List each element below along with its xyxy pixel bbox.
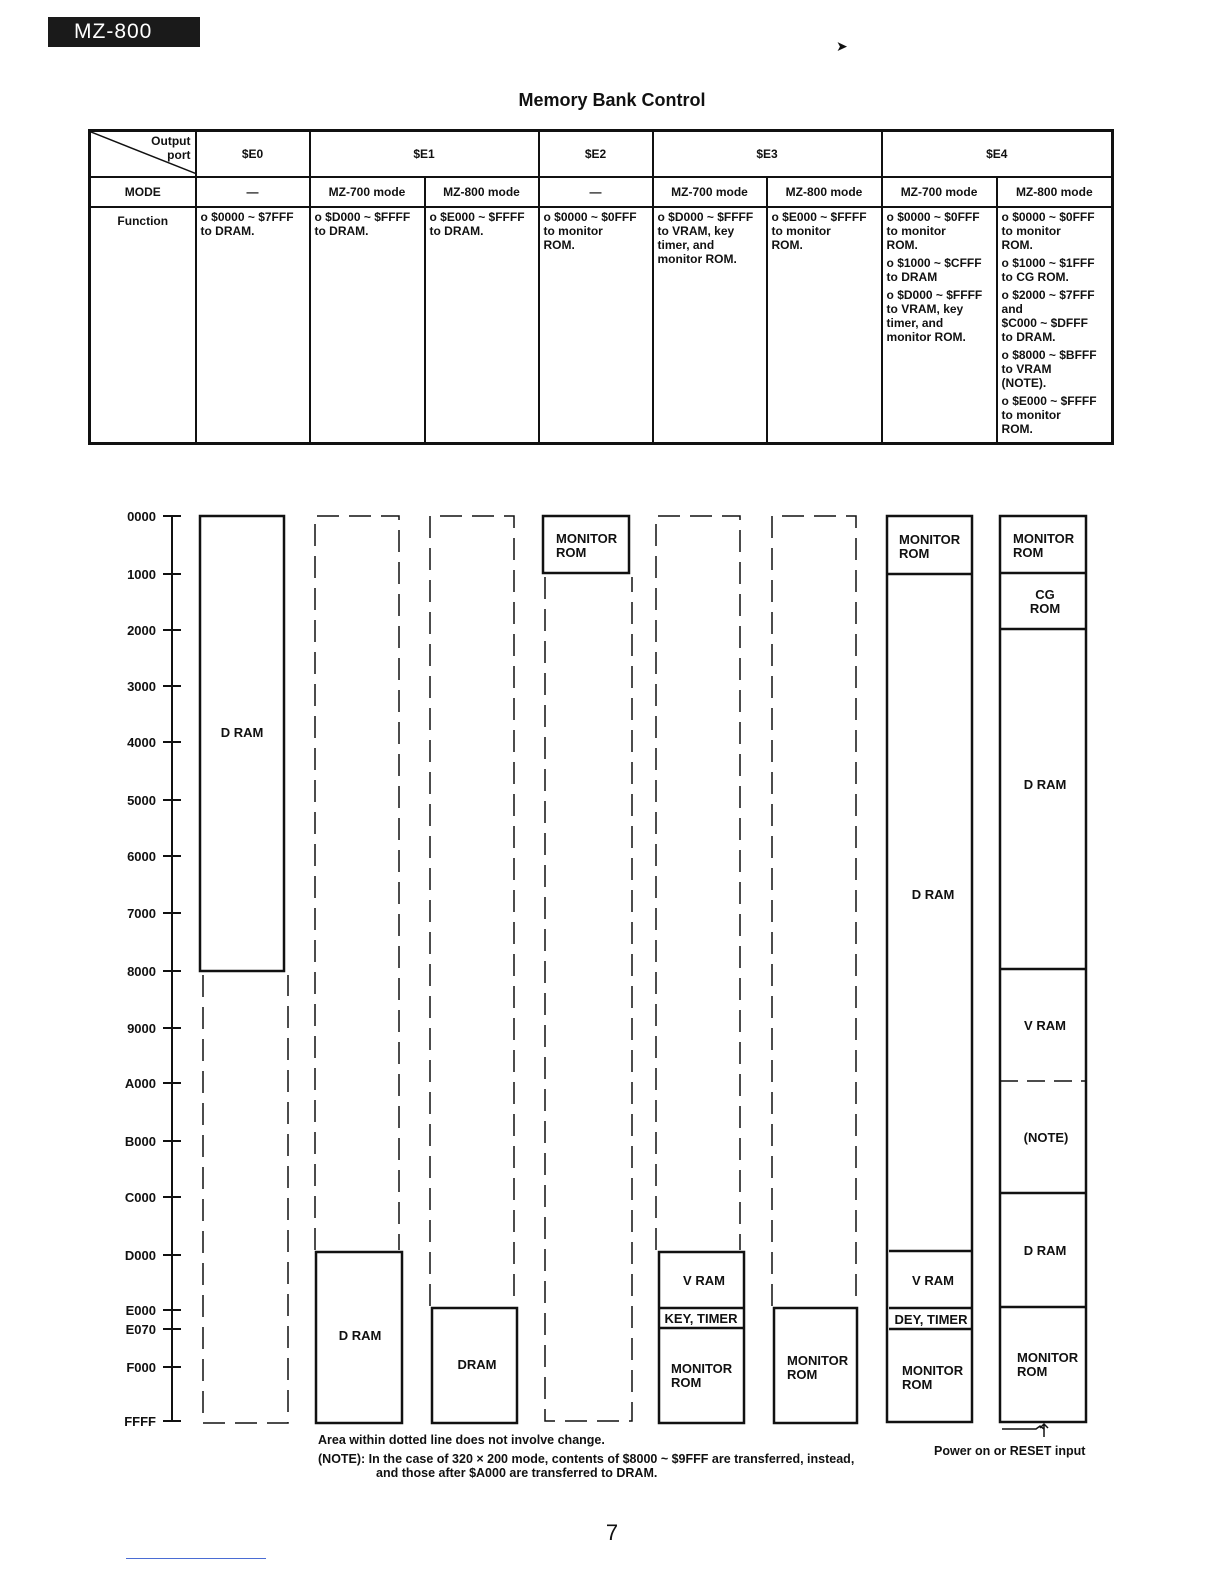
e4-700-rom-label: ROM — [902, 1377, 933, 1392]
output-port-corner — [90, 131, 196, 178]
page-number: 7 — [605, 1520, 619, 1545]
e1-700-dram-label: D RAM — [338, 1328, 382, 1343]
column-e2 — [543, 516, 632, 1421]
address-label: F000 — [126, 1360, 156, 1375]
function-entry: o $2000 ~ $7FFF and $C000 ~ $DFFF to DRAM. — [1001, 288, 1095, 344]
e2-rom-label: ROM — [556, 545, 587, 560]
function-entry: o $8000 ~ $BFFF to VRAM (NOTE). — [1001, 348, 1097, 390]
mode-e0: — — [196, 177, 310, 207]
e3-800-unchanged-area — [772, 516, 856, 1306]
e2-unchanged-area — [545, 577, 632, 1421]
e4-800-rom-label: ROM — [1017, 1364, 1048, 1379]
e4-700-dram-label: D RAM — [911, 887, 955, 902]
port-e4: $E4 — [882, 131, 1113, 178]
function-label: Function — [90, 207, 196, 444]
column-e1-800 — [430, 516, 517, 1423]
function-entry: o $D000 ~ $FFFF to DRAM. — [314, 210, 411, 238]
e1-800-unchanged-area — [430, 516, 514, 1306]
e3-700-vram-label: V RAM — [683, 1273, 725, 1288]
function-e1-700 — [310, 207, 425, 444]
e4-800-dram-label: D RAM — [1023, 777, 1067, 792]
port-e1: $E1 — [310, 131, 539, 178]
e3-700-monitor-label: MONITOR — [671, 1361, 733, 1376]
page-title: Memory Bank Control — [518, 90, 706, 110]
address-label: D000 — [124, 1248, 156, 1263]
e4-800-top-monitor-label: MONITOR — [1013, 531, 1075, 546]
scan-underline — [126, 1558, 266, 1559]
mode-e4-800: MZ-800 mode — [997, 177, 1113, 207]
e3-800-monitor-label: MONITOR — [787, 1353, 849, 1368]
port-e2: $E2 — [539, 131, 653, 178]
function-row — [90, 207, 1113, 444]
dotted-line-note: Area within dotted line does not involve change. — [318, 1433, 605, 1447]
address-label: 5000 — [127, 793, 156, 808]
e4-800-top-rom-label: ROM — [1013, 545, 1044, 560]
address-label: E000 — [125, 1303, 156, 1318]
mode-e1-800: MZ-800 mode — [425, 177, 539, 207]
mode-e4-700: MZ-700 mode — [882, 177, 997, 207]
e3-700-rom-label: ROM — [671, 1375, 702, 1390]
function-entry: o $0000 ~ $0FFF to monitor ROM. — [1001, 210, 1095, 252]
column-e4-700 — [887, 516, 972, 1422]
function-e3-800 — [767, 207, 882, 444]
scan-mark: ➤ — [836, 38, 848, 54]
e4-800-vram-label: V RAM — [1024, 1018, 1066, 1033]
mode-e3-700: MZ-700 mode — [653, 177, 767, 207]
e4-700-top-rom-label: ROM — [899, 546, 930, 561]
address-label: FFFF — [124, 1414, 156, 1429]
power-on-reset-label: Power on or RESET input — [934, 1444, 1086, 1458]
function-e2 — [539, 207, 653, 444]
memory-map-diagram — [0, 480, 1224, 1440]
e4-700-key-timer-label: DEY, TIMER — [894, 1312, 968, 1327]
function-entry: o $1000 ~ $1FFF to CG ROM. — [1001, 256, 1095, 284]
power-on-arrow — [1002, 1424, 1048, 1437]
column-e0 — [200, 516, 288, 1423]
column-e3-800 — [772, 516, 857, 1423]
function-e0 — [196, 207, 310, 444]
address-label: E070 — [125, 1322, 156, 1337]
e1-700-unchanged-area — [315, 516, 399, 1250]
output-port-label: Output port — [151, 134, 191, 162]
address-label: 0000 — [127, 509, 156, 524]
function-e3-700 — [653, 207, 767, 444]
address-label: 3000 — [127, 679, 156, 694]
mode-e2: — — [539, 177, 653, 207]
port-e0: $E0 — [196, 131, 310, 178]
function-entry: o $0000 ~ $0FFF to monitor ROM. — [886, 210, 980, 252]
function-entry: o $E000 ~ $FFFF to monitor ROM. — [771, 210, 867, 252]
e3-800-rom-label: ROM — [787, 1367, 818, 1382]
e4-800-cg-rom-label: ROM — [1029, 601, 1061, 616]
function-entry: o $D000 ~ $FFFF to VRAM, key timer, and monitor ROM. — [657, 210, 754, 266]
address-label: 1000 — [127, 567, 156, 582]
address-label: 9000 — [127, 1021, 156, 1036]
address-axis — [124, 509, 181, 1429]
e4-700-vram-label: V RAM — [912, 1273, 954, 1288]
memory-bank-table — [88, 129, 1114, 445]
function-entry: o $0000 ~ $7FFF to DRAM. — [200, 210, 294, 238]
function-entry: o $0000 ~ $0FFF to monitor ROM. — [543, 210, 637, 252]
column-e1-700 — [315, 516, 402, 1423]
column-e3-700 — [656, 516, 744, 1423]
address-label: 8000 — [127, 964, 156, 979]
function-entry: o $D000 ~ $FFFF to VRAM, key timer, and monitor ROM. — [886, 288, 983, 344]
e4-700-top-monitor-label: MONITOR — [899, 532, 961, 547]
e2-monitor-label: MONITOR — [556, 531, 618, 546]
function-entry: o $E000 ~ $FFFF to monitor ROM. — [1001, 394, 1097, 436]
e0-dram-label: D RAM — [220, 725, 264, 740]
mode-label: MODE — [90, 177, 196, 207]
function-e4-700 — [882, 207, 997, 444]
mode-e3-800: MZ-800 mode — [767, 177, 882, 207]
e3-700-unchanged-area — [656, 516, 740, 1250]
e4-800-monitor-label: MONITOR — [1017, 1350, 1079, 1365]
address-label: B000 — [124, 1134, 156, 1149]
e1-800-dram-label: DRAM — [457, 1357, 497, 1372]
function-entry: o $E000 ~ $FFFF to DRAM. — [429, 210, 525, 238]
address-label: 6000 — [127, 849, 156, 864]
document-header-tag: MZ-800 — [48, 17, 200, 47]
mode-row — [90, 177, 1113, 207]
address-label: 4000 — [127, 735, 156, 750]
e4-800-cg-label: CG — [1035, 587, 1055, 602]
address-label: 2000 — [127, 623, 156, 638]
address-label: A000 — [124, 1076, 156, 1091]
function-entry: o $1000 ~ $CFFF to DRAM — [886, 256, 982, 284]
e0-unchanged-area — [203, 975, 288, 1423]
e4-700-monitor-label: MONITOR — [902, 1363, 964, 1378]
note-text-line-2: and those after $A000 are transferred to DRAM. — [376, 1466, 658, 1480]
note-text-line-1: (NOTE): In the case of 320 × 200 mode, contents of $8000 ~ $9FFF are transferred, instead, — [318, 1452, 855, 1466]
e4-800-dram2-label: D RAM — [1023, 1243, 1067, 1258]
port-e3: $E3 — [653, 131, 882, 178]
e3-700-key-timer-label: KEY, TIMER — [664, 1311, 738, 1326]
e4-800-note-label: (NOTE) — [1023, 1130, 1069, 1145]
function-e1-800 — [425, 207, 539, 444]
column-e4-800 — [1000, 516, 1086, 1437]
function-e4-800 — [997, 207, 1113, 444]
port-row — [90, 131, 1113, 178]
mode-e1-700: MZ-700 mode — [310, 177, 425, 207]
e0-dram-block — [200, 516, 284, 971]
address-label: C000 — [124, 1190, 156, 1205]
address-label: 7000 — [127, 906, 156, 921]
